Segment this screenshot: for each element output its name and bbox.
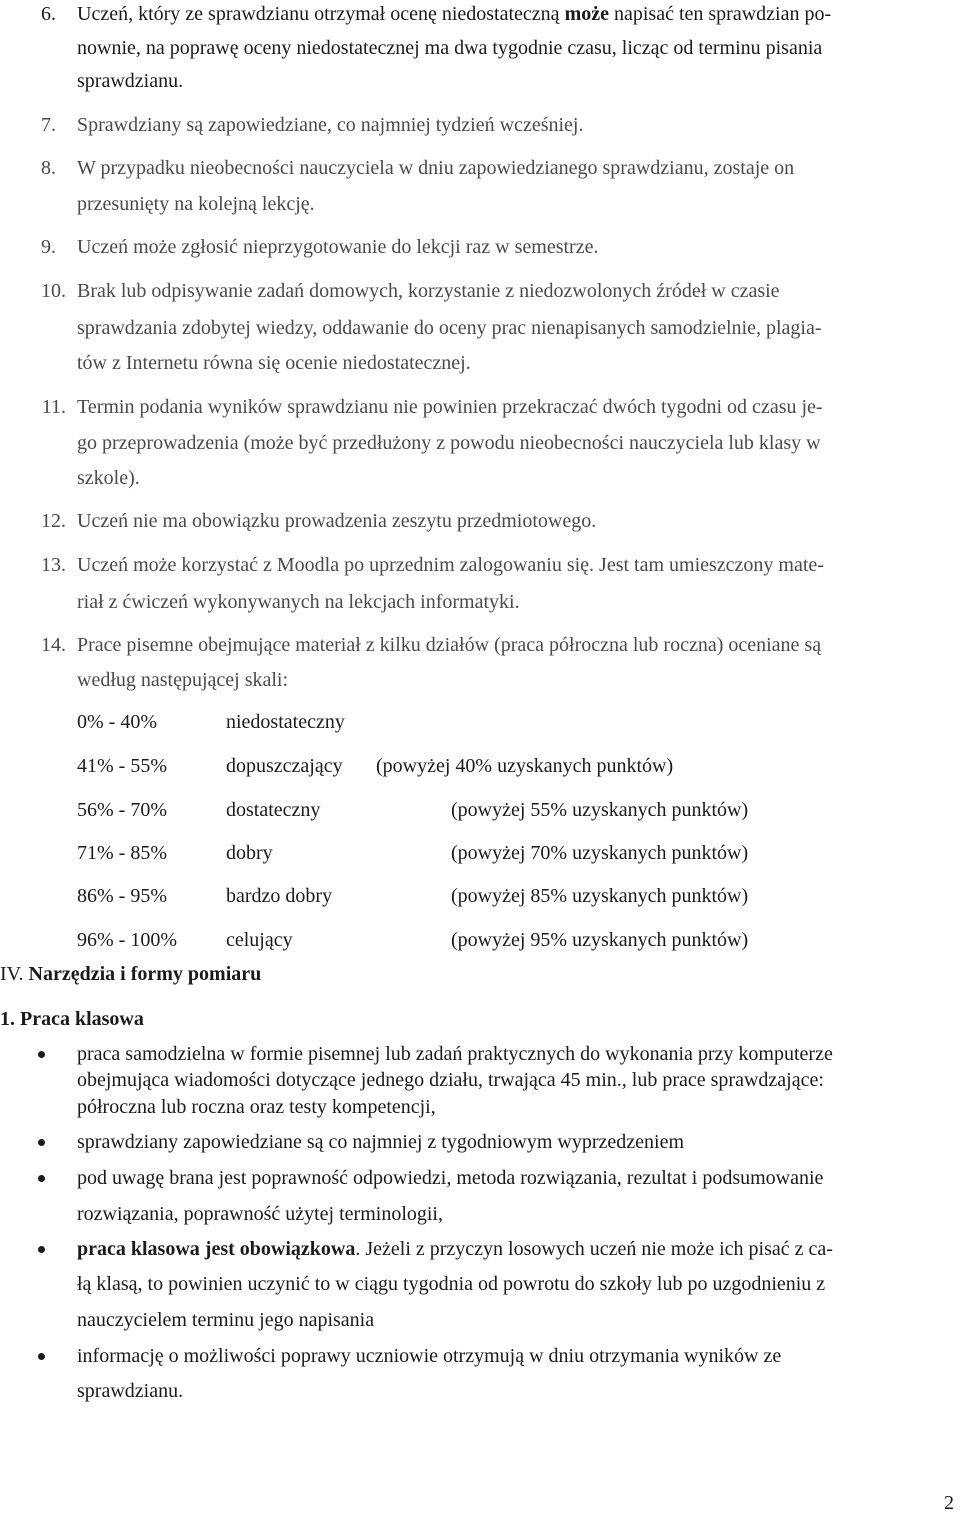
scale-grade: bardzo dobry	[226, 885, 333, 907]
item-6-line-1	[77, 4, 831, 24]
bullet-3-line-2: rozwiązania, poprawność użytej terminologii,	[77, 1203, 443, 1225]
item-number: 11.	[41, 396, 66, 418]
section-heading	[0, 964, 261, 984]
subsection-heading	[0, 1009, 144, 1029]
item-number: 6.	[41, 3, 56, 25]
scale-row	[0, 712, 960, 734]
item-12-line-1: Uczeń nie ma obowiązku prowadzenia zeszytu przedmiotowego.	[77, 510, 597, 532]
bullet-4-line-3: nauczycielem terminu jego napisania	[77, 1309, 375, 1331]
item-11-line-3: szkole).	[77, 467, 140, 489]
item-13-line-1: Uczeń może korzystać z Moodla po uprzednim zalogowaniu się. Jest tam umieszczony mate-	[77, 554, 824, 576]
text: . Jeżeli z przyczyn losowych uczeń nie może ich pisać z ca-	[355, 1238, 833, 1260]
text: napisać ten sprawdzian po-	[608, 3, 832, 25]
bullet-icon	[38, 1051, 45, 1058]
scale-grade: dostateczny	[226, 799, 321, 821]
scale-row	[0, 886, 960, 908]
scale-range: 0% - 40%	[77, 711, 157, 733]
item-number: 13.	[41, 554, 66, 576]
subsection-title: 1. Praca klasowa	[0, 1008, 144, 1030]
scale-grade: dobry	[226, 842, 273, 864]
scale-row	[0, 756, 960, 778]
scale-row	[0, 930, 960, 952]
item-number: 7.	[41, 114, 56, 136]
scale-range: 41% - 55%	[77, 755, 167, 777]
item-8-line-1: W przypadku nieobecności nauczyciela w dniu zapowiedzianego sprawdzianu, zostaje on	[77, 157, 795, 179]
item-7-line-1: Sprawdziany są zapowiedziane, co najmniej tydzień wcześniej.	[77, 114, 584, 136]
bullet-5-line-1: informację o możliwości poprawy uczniowie otrzymują w dniu otrzymania wyników ze	[77, 1345, 782, 1367]
scale-note: (powyżej 70% uzyskanych punktów)	[451, 842, 749, 864]
bullet-4-line-1	[77, 1239, 833, 1259]
item-14-line-2: według następującej skali:	[77, 669, 289, 691]
bullet-icon	[38, 1175, 45, 1182]
item-10-line-1: Brak lub odpisywanie zadań domowych, korzystanie z niedozwolonych źródeł w czasie	[77, 280, 780, 302]
section-title: Narzędzia i formy pomiaru	[28, 963, 262, 985]
scale-grade: niedostateczny	[226, 711, 345, 733]
scale-row	[0, 800, 960, 822]
item-10-line-2: sprawdzania zdobytej wiedzy, oddawanie do oceny prac nienapisanych samodzielnie, plagia-	[77, 317, 822, 339]
scale-note: (powyżej 55% uzyskanych punktów)	[451, 799, 749, 821]
scale-note: (powyżej 85% uzyskanych punktów)	[451, 885, 749, 907]
bullet-2-line-1: sprawdziany zapowiedziane są co najmniej z tygodniowym wyprzedzeniem	[77, 1131, 685, 1153]
bullet-4-line-2: łą klasą, to powinien uczynić to w ciągu tygodnia od powrotu do szkoły lub po uzgodnieniu z	[77, 1273, 826, 1295]
item-13-line-2: riał z ćwiczeń wykonywanych na lekcjach informatyki.	[77, 591, 520, 613]
bullet-1-line-2: obejmująca wiadomości dotyczące jednego działu, trwająca 45 min., lub prace sprawdzające:	[77, 1069, 824, 1091]
scale-range: 56% - 70%	[77, 799, 167, 821]
item-14-line-1: Prace pisemne obejmujące materiał z kilku działów (praca półroczna lub roczna) oceniane są	[77, 634, 822, 656]
bullet-1-line-3: półroczna lub roczna oraz testy kompetencji,	[77, 1096, 436, 1118]
bullet-1-line-1: praca samodzielna w formie pisemnej lub zadań praktycznych do wykonania przy komputerze	[77, 1043, 833, 1065]
bullet-icon	[38, 1246, 45, 1253]
scale-note: (powyżej 95% uzyskanych punktów)	[451, 929, 749, 951]
item-10-line-3: tów z Internetu równa się ocenie niedostatecznej.	[77, 352, 471, 374]
item-6-line-2: nownie, na poprawę oceny niedostatecznej ma dwa tygodnie czasu, licząc od terminu pisania	[77, 37, 823, 59]
item-11-line-1: Termin podania wyników sprawdzianu nie powinien przekraczać dwóch tygodni od czasu je-	[77, 396, 823, 418]
scale-range: 86% - 95%	[77, 885, 167, 907]
scale-grade: celujący	[226, 929, 293, 951]
scale-note: (powyżej 40% uzyskanych punktów)	[376, 755, 674, 777]
emphasis-text: praca klasowa jest obowiązkowa	[77, 1238, 356, 1260]
bullet-5-line-2: sprawdzianu.	[77, 1380, 184, 1402]
scale-range: 96% - 100%	[77, 929, 177, 951]
item-11-line-2: go przeprowadzenia (może być przedłużony z powodu nieobecności nauczyciela lub klasy w	[77, 432, 821, 454]
item-8-line-2: przesunięty na kolejną lekcję.	[77, 193, 315, 215]
item-number: 14.	[41, 634, 66, 656]
section-roman: IV.	[0, 963, 24, 985]
item-6-line-3: sprawdzianu.	[77, 70, 184, 92]
text: Uczeń, który ze sprawdzianu otrzymał ocenę niedostateczną	[77, 3, 565, 25]
scale-range: 71% - 85%	[77, 842, 167, 864]
bullet-icon	[38, 1139, 45, 1146]
item-number: 9.	[41, 236, 56, 258]
item-9-line-1: Uczeń może zgłosić nieprzygotowanie do lekcji raz w semestrze.	[77, 236, 599, 258]
page-number: 2	[944, 1492, 954, 1514]
item-number: 8.	[41, 157, 56, 179]
item-number: 12.	[41, 510, 66, 532]
scale-grade: dopuszczający	[226, 755, 343, 777]
bullet-icon	[38, 1353, 45, 1360]
scale-row	[0, 843, 960, 865]
emphasis-text: może	[564, 3, 609, 25]
bullet-3-line-1: pod uwagę brana jest poprawność odpowiedzi, metoda rozwiązania, rezultat i podsumowanie	[77, 1167, 824, 1189]
item-number: 10.	[41, 280, 66, 302]
